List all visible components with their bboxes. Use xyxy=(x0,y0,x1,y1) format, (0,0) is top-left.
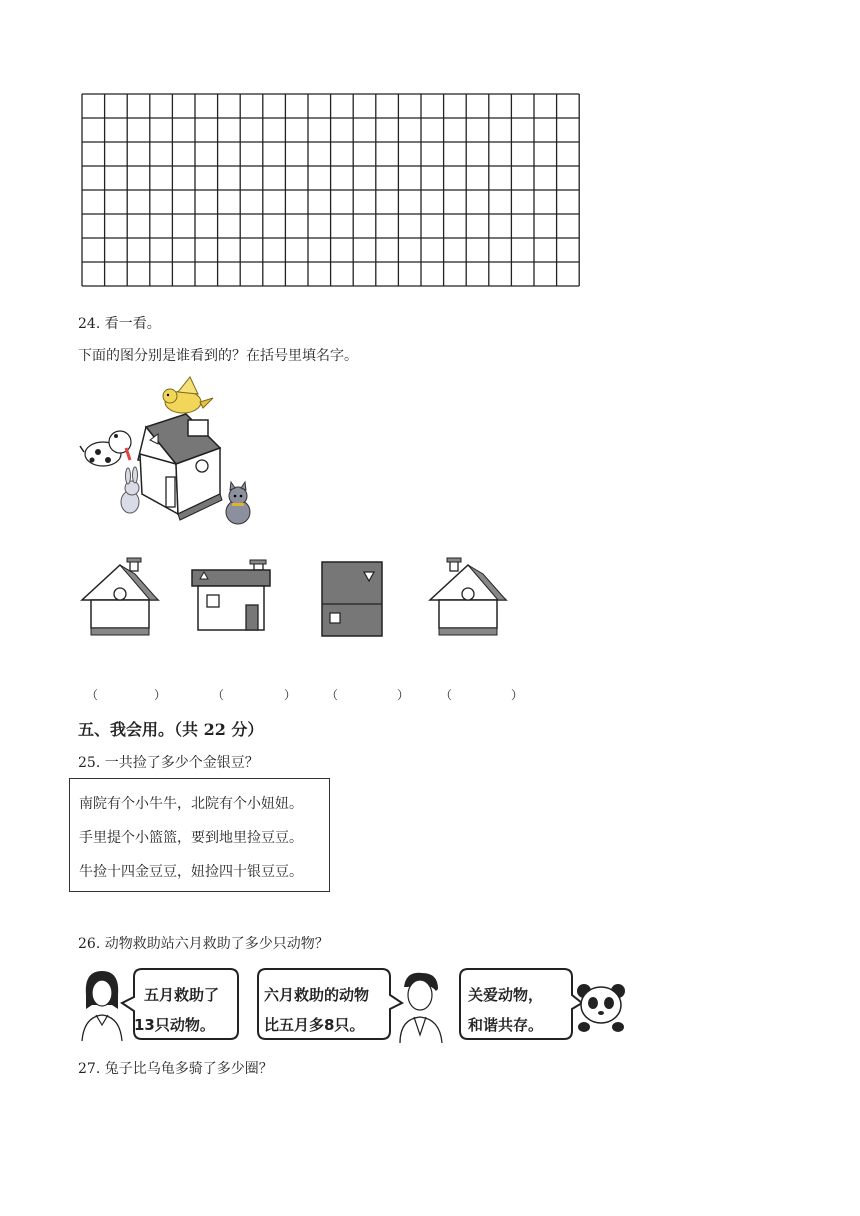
answer-blank-1-close: ） xyxy=(154,688,167,702)
bird-icon xyxy=(163,377,213,413)
bubble-1-line-2: 13只动物。 xyxy=(134,1016,215,1034)
question-24-title: 24. 看一看。 xyxy=(78,316,161,332)
view-house-top xyxy=(320,560,384,638)
man-icon xyxy=(400,973,442,1043)
rhyme-line-3: 牛捡十四金豆豆，妞捡四十银豆豆。 xyxy=(79,864,303,880)
bubble-3-line-1: 关爱动物， xyxy=(468,986,544,1004)
section-5-heading: 五、我会用。（共 22 分） xyxy=(78,720,264,739)
rhyme-box xyxy=(69,778,330,892)
question-27-title: 27. 兔子比乌龟多骑了多少圈？ xyxy=(78,1061,273,1077)
answer-blank-2-open: （ xyxy=(212,688,225,702)
cat-icon xyxy=(226,482,250,524)
answer-blank-3-close: ） xyxy=(397,688,410,702)
question-26-title: 26. 动物救助站六月救助了多少只动物？ xyxy=(78,936,329,952)
bubble-3-line-2: 和谐共存。 xyxy=(468,1016,544,1034)
square-grid xyxy=(80,92,580,287)
view-house-front-2 xyxy=(428,556,508,640)
woman-icon xyxy=(82,971,122,1041)
rhyme-line-2: 手里提个小篮篮，要到地里捡豆豆。 xyxy=(79,830,303,846)
view-house-front-1 xyxy=(80,556,160,640)
house-3d-icon xyxy=(138,414,222,520)
answer-blank-4-close: ） xyxy=(511,688,524,702)
rhyme-line-1: 南院有个小牛牛，北院有个小妞妞。 xyxy=(79,796,303,812)
question-25-title: 25. 一共捡了多少个金银豆？ xyxy=(78,755,259,771)
bubble-2-line-2: 比五月多8只。 xyxy=(264,1016,365,1034)
house-scene-illustration xyxy=(78,372,268,532)
view-house-side xyxy=(190,558,272,634)
panda-icon xyxy=(577,984,625,1032)
bubble-2-line-1: 六月救助的动物 xyxy=(264,986,370,1004)
answer-blank-3-open: （ xyxy=(326,688,339,702)
answer-blank-2-close: ） xyxy=(284,688,297,702)
question-24-prompt: 下面的图分别是谁看到的？在括号里填名字。 xyxy=(78,348,358,364)
bubble-1-line-1: 五月救助了 xyxy=(144,986,220,1004)
answer-blank-1-open: （ xyxy=(86,688,99,702)
answer-blank-4-open: （ xyxy=(440,688,453,702)
rabbit-icon xyxy=(121,467,139,513)
dog-icon xyxy=(80,431,131,466)
